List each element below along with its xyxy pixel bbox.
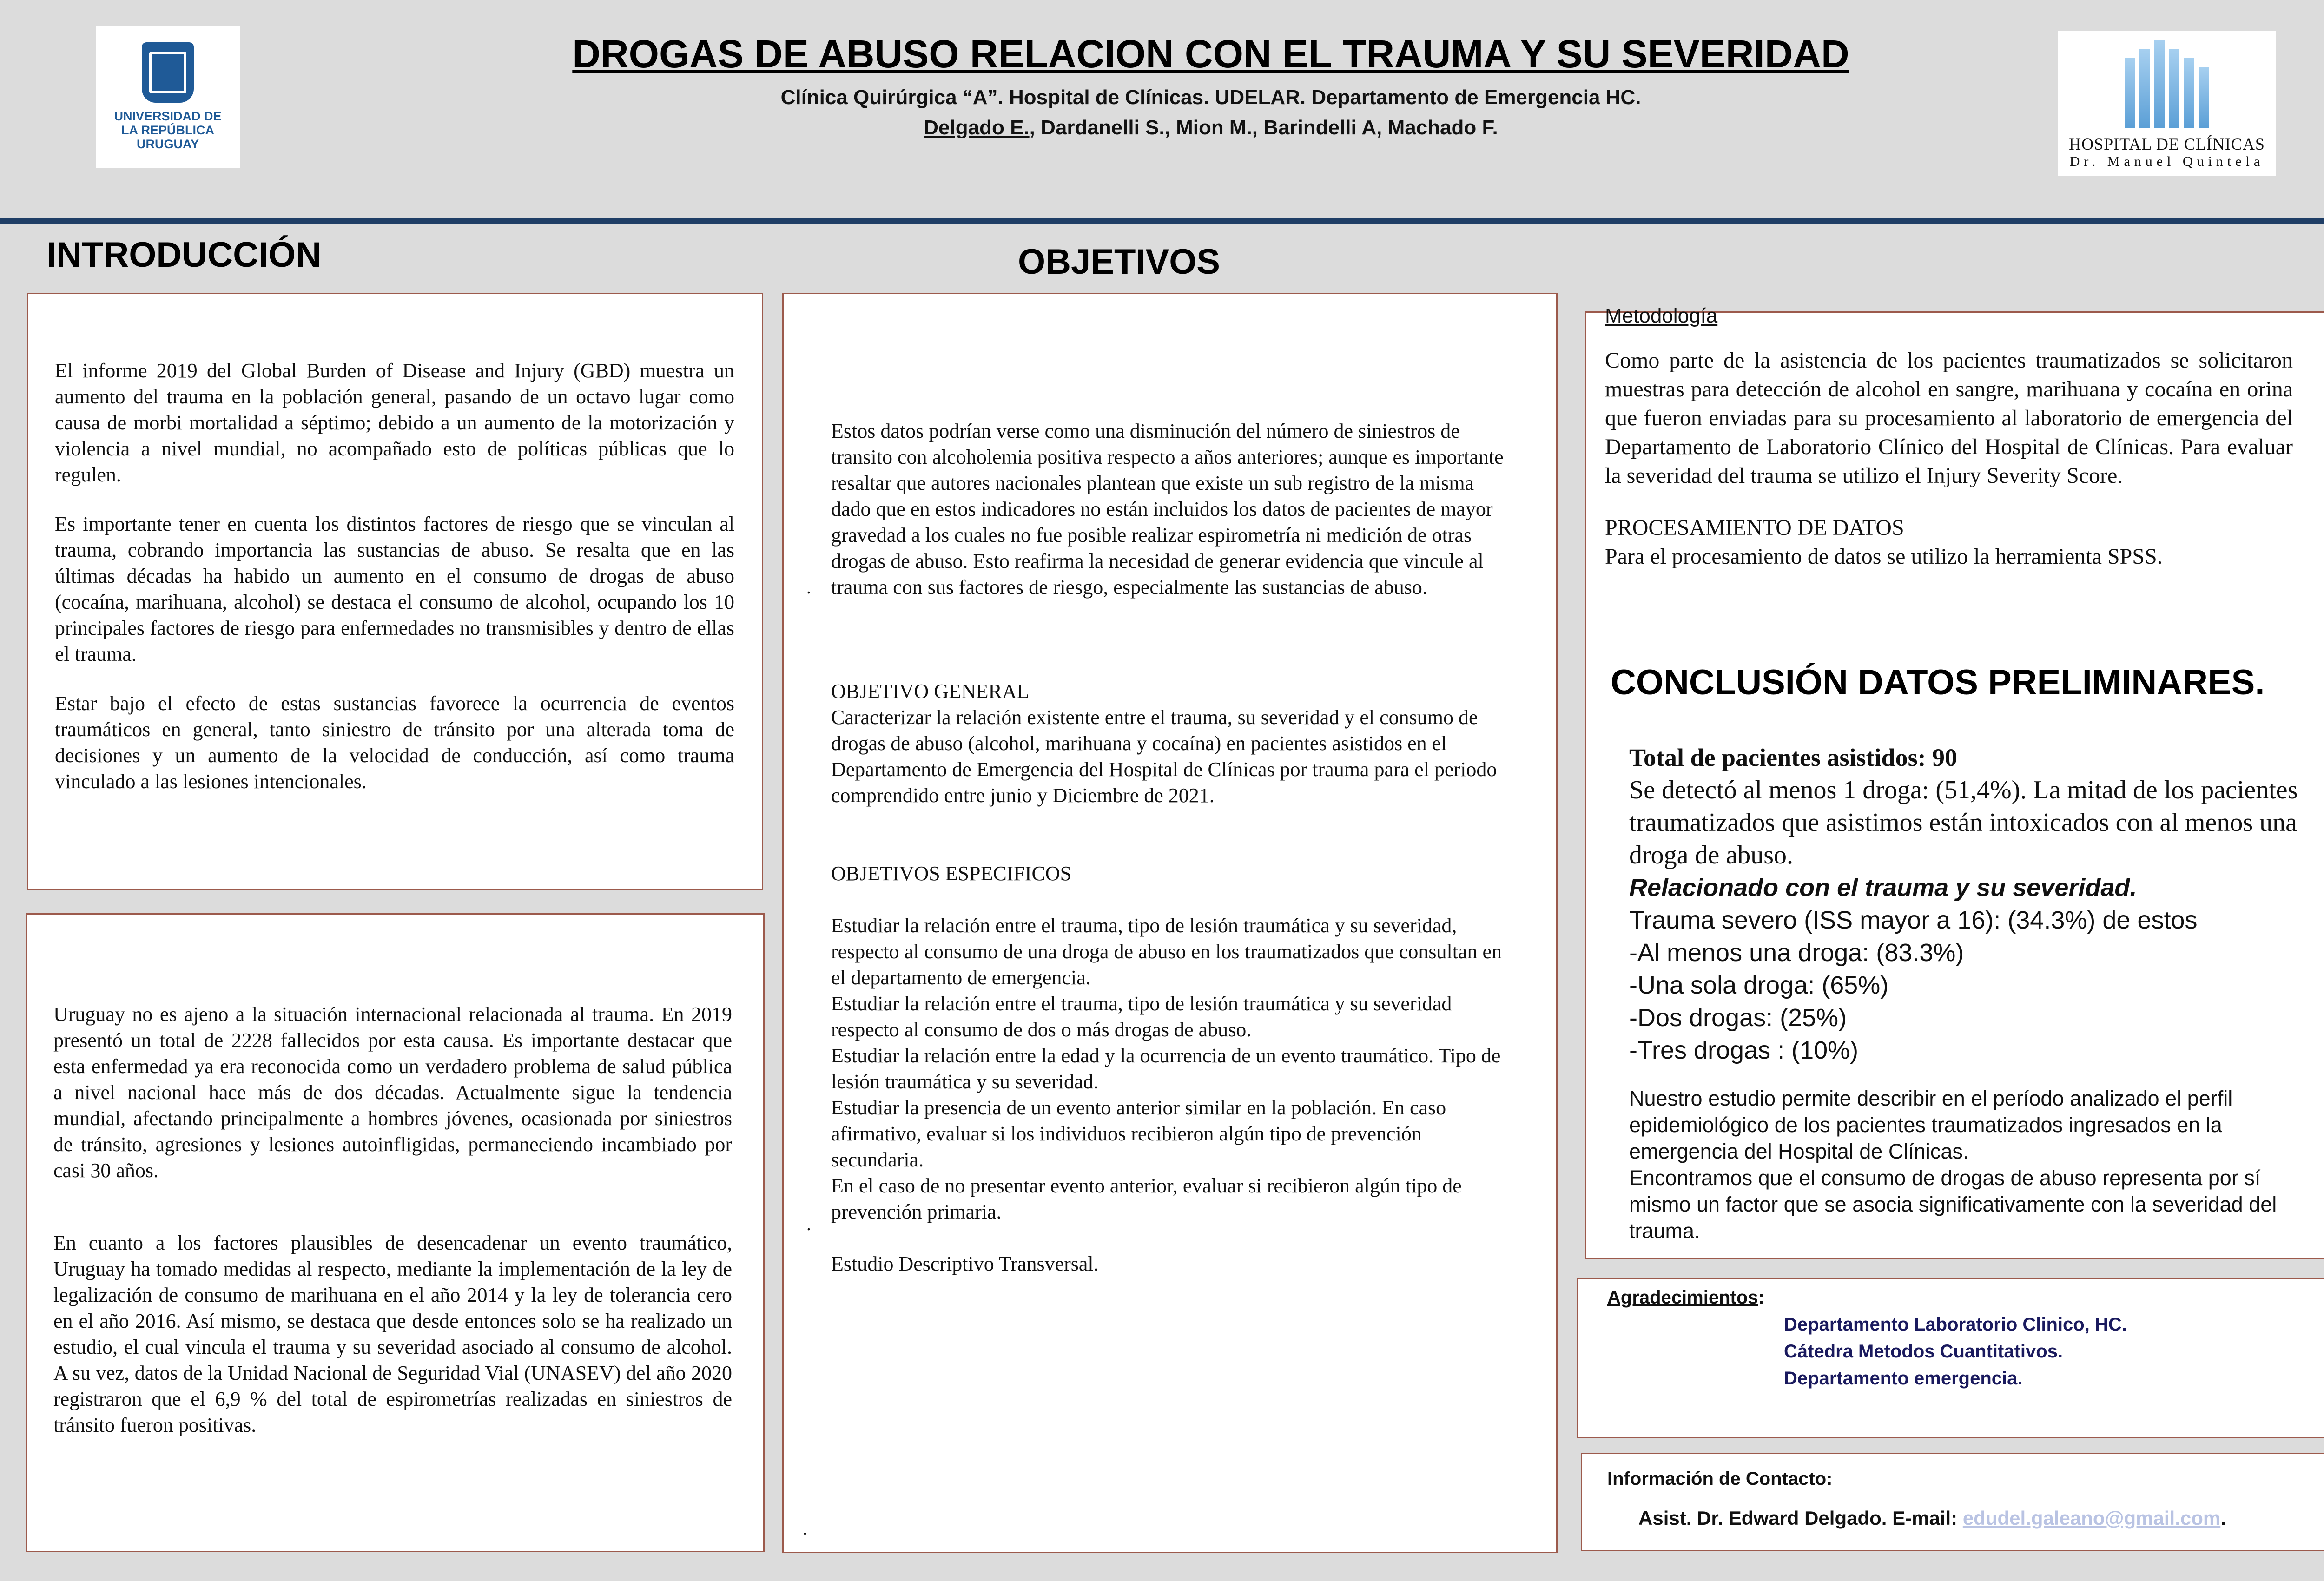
stray-dot: .	[803, 1518, 807, 1539]
related-statement: Relacionado con el trauma y su severidad.	[1629, 874, 2137, 902]
contact-prefix: Asist. Dr. Edward Delgado. E-mail:	[1638, 1507, 1963, 1529]
hospital-building-icon	[2125, 40, 2209, 128]
thanks-item: Departamento Laboratorio Clinico, HC.	[1784, 1314, 2127, 1335]
total-patients: Total de pacientes asistidos: 90	[1629, 744, 1958, 771]
thanks-content	[1607, 1287, 2304, 1392]
contact-line	[1638, 1507, 2226, 1529]
intro-paragraph: Estar bajo el efecto de estas sustancias favorece la ocurrencia de eventos traumáticos en general, tanto siniestro de tránsito por una alterada toma de decisiones y un aumento de la velocidad de conducción, así como trauma vinculado a las lesiones intencionales.	[55, 692, 734, 793]
thanks-label-text: Agradecimientos	[1607, 1287, 1758, 1308]
objectives-intro-paragraph: Estos datos podrían verse como una disminución del número de siniestros de transito con alcoholemia positiva respecto a años anteriores; aunque es importante resaltar que autores nacionales plantean que existe un sub registro de la misma dado que en estos indicadores no están incluidos los datos de pacientes de mayor gravedad a los cuales no fue posible realizar espirometría ni medición de otras drogas de abuso. Esto reafirma la necesidad de generar evidencia que vincule al trauma con sus factores de riesgo, especialmente las sustancias de abuso.	[831, 420, 1504, 599]
authors-line	[488, 116, 1934, 139]
intro-bottom-text	[53, 1001, 732, 1462]
thanks-colon: :	[1758, 1287, 1764, 1308]
severe-trauma-statement: Trauma severo (ISS mayor a 16): (34.3%) de estos	[1629, 906, 2198, 934]
hospital-logo	[2058, 31, 2276, 176]
contact-label: Información de Contacto:	[1607, 1469, 1833, 1489]
contact-suffix: .	[2220, 1507, 2226, 1529]
conclusion-summary: Nuestro estudio permite describir en el período analizado el perfil epidemiológico de los pacientes traumatizados ingresados en la emergencia del Hospital de Clínicas. Encontramos que el consumo de drogas de abuso representa por sí mismo un factor que se asocia significativamente con la severidad del trauma.	[1629, 1087, 2277, 1243]
processing-text: Para el procesamiento de datos se utilizo la herramienta SPSS.	[1605, 544, 2163, 569]
stray-dot: .	[806, 577, 811, 598]
contact-email-link[interactable]: edudel.galeano@gmail.com	[1962, 1507, 2221, 1529]
lead-author: Delgado E.	[924, 116, 1030, 139]
specific-objectives-heading: OBJETIVOS ESPECIFICOS	[831, 862, 1072, 885]
specific-objective: Estudiar la relación entre la edad y la ocurrencia de un evento traumático. Tipo de lesión traumática y su severidad.	[831, 1044, 1501, 1093]
poster-subtitle: Clínica Quirúrgica “A”. Hospital de Clínicas. UDELAR. Departamento de Emergencia HC.	[780, 86, 1641, 109]
udelar-logo-text: UNIVERSIDAD DE LA REPÚBLICA URUGUAY	[114, 109, 222, 151]
header-divider	[0, 218, 2324, 224]
stray-dot: .	[806, 1213, 811, 1234]
intro-paragraph: El informe 2019 del Global Burden of Disease and Injury (GBD) muestra un aumento del trauma en la población general, pasando de un octavo lugar como causa de morbi mortalidad a séptimo; debido a un aumento de la motorización y violencia a nivel mundial, no acompañado esto de políticas públicas que lo regulen.	[55, 359, 734, 486]
drug-stat-item: -Una sola droga: (65%)	[1629, 971, 1889, 999]
specific-objective: Estudiar la relación entre el trauma, tipo de lesión traumática y su severidad, respecto al consumo de una droga de abuso en los traumatizados que consultan en el departamento de emergencia.	[831, 914, 1502, 989]
drug-stat-item: -Dos drogas: (25%)	[1629, 1004, 1847, 1032]
specific-objective: Estudiar la relación entre el trauma, tipo de lesión traumática y su severidad respecto al consumo de dos o más drogas de abuso.	[831, 992, 1452, 1041]
methods-heading: Metodología	[1605, 304, 1718, 327]
thanks-item: Cátedra Metodos Cuantitativos.	[1784, 1341, 2063, 1362]
intro-paragraph: Uruguay no es ajeno a la situación internacional relacionada al trauma. En 2019 presentó un total de 2228 fallecidos por esta causa. Es importante destacar que esta enfermedad ya era reconocida como un verdadero problema de salud pública a nivel nacional hace más de dos décadas. Actualmente sigue la tendencia mundial, afectando principalmente a hombres jóvenes, ocasionada por siniestros de tránsito, agresiones y lesiones autoinfligidas, permaneciendo incambiado por casi 30 años.	[53, 1003, 732, 1182]
conclusion-text	[1629, 741, 2298, 1244]
intro-paragraph: Es importante tener en cuenta los distintos factores de riesgo que se vinculan al trauma, cobrando importancia las sustancias de abuso. Se resalta que en las últimas décadas ha habido un aumento en el consumo de drogas de abuso (cocaína, marihuana, alcohol) se destaca el consumo de alcohol, ocupando los 10 principales factores de riesgo para enfermedades no transmisibles y dentro de ellas el trauma.	[55, 513, 734, 665]
study-type: Estudio Descriptivo Transversal.	[831, 1252, 1099, 1275]
detected-statement: Se detectó al menos 1 droga: (51,4%). La mitad de los pacientes traumatizados que asistimos están intoxicados con al menos una droga de abuso.	[1629, 776, 2298, 870]
general-objective-text: Caracterizar la relación existente entre el trauma, su severidad y el consumo de drogas de abuso (alcohol, marihuana y cocaína) en pacientes asistidos en el Departamento de Emergencia del Hospital de Clínicas por trauma para el periodo comprendido entre junio y Diciembre de 2021.	[831, 706, 1497, 807]
objectives-text	[831, 418, 1505, 1277]
drug-stat-item: -Al menos una droga: (83.3%)	[1629, 939, 1964, 967]
udelar-logo	[96, 26, 240, 168]
specific-objective: En el caso de no presentar evento anterior, evaluar si recibieron algún tipo de prevención primaria.	[831, 1174, 1462, 1223]
thanks-list	[1607, 1311, 2304, 1392]
contact-panel	[1581, 1453, 2324, 1551]
objectives-heading: OBJETIVOS	[1018, 242, 1220, 282]
specific-objective: Estudiar la presencia de un evento anterior similar en la población. En caso afirmativo, evaluar si los individuos recibieron algún tipo de prevención secundaria.	[831, 1096, 1446, 1171]
intro-paragraph: En cuanto a los factores plausibles de desencadenar un evento traumático, Uruguay ha tomado medidas al respecto, mediante la implementación de la ley de legalización de consumo de marihuana en el año 2014 y la ley de tolerancia cero en el año 2016. Así mismo, se destaca que desde entonces solo se ha realizado un estudio, el cual vincula el trauma y su severidad asociado al consumo de alcohol. A su vez, datos de la Unidad Nacional de Seguridad Vial (UNASEV) del año 2020 registraron que el 6,9 % del total de espirometrías realizadas en siniestros de tránsito fueron positivas.	[53, 1232, 732, 1436]
conclusion-heading: CONCLUSIÓN DATOS PRELIMINARES.	[1611, 663, 2265, 702]
intro-top-text	[55, 358, 734, 818]
thanks-item: Departamento emergencia.	[1784, 1368, 2023, 1389]
poster-title: DROGAS DE ABUSO RELACION CON EL TRAUMA Y SU SEVERIDAD	[572, 32, 1849, 76]
general-objective-heading: OBJETIVO GENERAL	[831, 680, 1030, 703]
hospital-logo-name: HOSPITAL DE CLÍNICAS	[2069, 135, 2265, 153]
hospital-logo-sub: Dr. Manuel Quintela	[2069, 154, 2265, 169]
intro-heading: INTRODUCCIÓN	[46, 235, 322, 275]
methods-text	[1605, 304, 2293, 571]
drug-stat-item: -Tres drogas : (10%)	[1629, 1036, 1859, 1064]
udelar-crest-icon	[142, 42, 194, 103]
methods-paragraph: Como parte de la asistencia de los pacientes traumatizados se solicitaron muestras para detección de alcohol en sangre, marihuana y cocaína en orina que fueron enviadas para su procesamiento al laboratorio de emergencia del Departamento de Laboratorio Clínico del Hospital de Clínicas. Para evaluar la severidad del trauma se utilizo el Injury Severity Score.	[1605, 348, 2293, 488]
processing-heading: PROCESAMIENTO DE DATOS	[1605, 515, 1904, 540]
other-authors: , Dardanelli S., Mion M., Barindelli A, Machado F.	[1029, 116, 1498, 139]
thanks-label	[1607, 1287, 2304, 1308]
